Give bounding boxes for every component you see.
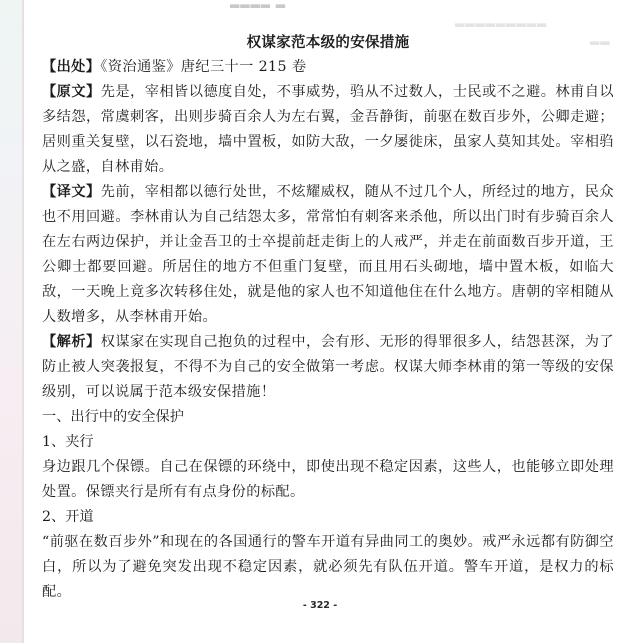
book-page xyxy=(42,30,614,605)
page-number: - 322 - xyxy=(302,600,338,611)
translation-paragraph xyxy=(42,180,614,330)
translation-text: 先前，宰相都以德行处世，不炫耀威权，随从不过几个人，所经过的地方，民众也不用回避。李林甫认为自己结怨太多，常常怕有刺客来杀他，所以出门时有步骑百余人在左右两边保护，并让金吾卫的士卒提前赶走街上的人戒严，并走在前面数百步开道，王公卿士都要回避。所居住的地方不但重门复壁，而且用石头砌地，墙中置木板，如临大敌，一天晚上竟多次转移住处，就是他的家人也不知道他住在什么地方。唐朝的宰相随从人数增多，从李林甫开始。 xyxy=(42,184,614,325)
source-tag: 【出处】 xyxy=(42,59,101,75)
page-title: 权谋家范本级的安保措施 xyxy=(246,34,410,51)
subsection-body-clear-road: “前驱在数百步外”和现在的各国通行的警车开道有异曲同工的奥妙。戒严永远都有防御空白，所以为了避免突发出现不稳定因素，就必须先有队伍开道。警车开道，是权力的标配。 xyxy=(42,534,614,600)
scan-left-margin-shadow xyxy=(0,0,24,643)
original-text-paragraph xyxy=(42,80,614,180)
source-text: 《资治通鉴》唐纪三十一 215 卷 xyxy=(100,59,307,75)
scan-binding-edge xyxy=(22,0,24,643)
subsection-body-escort: 身边跟几个保镖。自己在保镖的环绕中，即使出现不稳定因素，这些人，也能够立即处理处置。保镖夹行是所有有点身份的标配。 xyxy=(42,459,614,500)
analysis-text: 权谋家在实现自己抱负的过程中，会有形、无形的得罪很多人，结怨甚深，为了防止被人突袭报复，不得不为自己的安全做第一考虑。权谋大师李林甫的第一等级的安保级别，可以说属于范本级安保措施！ xyxy=(42,334,614,400)
analysis-paragraph xyxy=(42,330,614,405)
source-paragraph xyxy=(42,55,614,80)
subsection-heading-escort: 1、夹行 xyxy=(42,434,94,450)
subsection-heading-clear-road: 2、开道 xyxy=(42,509,94,525)
bleed-through-text-right: ▂▂▂▂▂▂▂▂▂ xyxy=(455,13,548,27)
translation-tag: 【译文】 xyxy=(42,184,101,200)
analysis-tag: 【解析】 xyxy=(42,334,101,350)
section-heading: 一、出行中的安全保护 xyxy=(42,409,184,425)
original-text: 先是，宰相皆以德度自处，不事威势，驺从不过数人，士民或不之避。林甫自以多结怨，常虞刺客，出则步骑百余人为左右翼，金吾静街，前驱在数百步外，公卿走避；居则重关复壁，以石瓷地，墙中置板，如防大敌，一夕屡徙床，虽家人莫知其处。宰相驺从之盛，自林甫始。 xyxy=(42,84,614,175)
original-tag: 【原文】 xyxy=(42,84,101,100)
bleed-through-text-top: ▂▂▂▂ ▂ xyxy=(230,0,286,8)
bleed-through-text-right-2: ▂▂ xyxy=(590,31,611,45)
